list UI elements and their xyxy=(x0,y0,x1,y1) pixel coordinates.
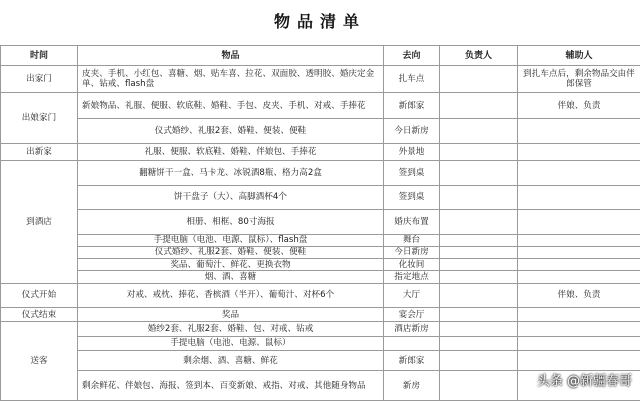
items-cell: 饼干盘子（大）、高脚酒杯4个 xyxy=(78,185,384,209)
owner-cell xyxy=(440,350,518,370)
owner-cell xyxy=(440,185,518,209)
owner-cell xyxy=(440,92,518,119)
destination-cell xyxy=(384,336,440,350)
owner-cell xyxy=(440,371,518,401)
helper-cell xyxy=(518,308,640,322)
helper-cell: 伴娘、负责 xyxy=(518,92,640,119)
items-cell: 仪式婚纱、礼服2套、婚鞋、便装、便鞋 xyxy=(78,246,384,258)
time-cell: 出娘家门 xyxy=(1,92,78,143)
table-row xyxy=(1,308,640,322)
destination-cell: 扎车点 xyxy=(384,66,440,93)
table-row xyxy=(1,92,640,119)
items-cell: 手提电脑（电池、电源、鼠标）、flash盘 xyxy=(78,234,384,246)
header-owner: 负责人 xyxy=(440,46,518,66)
helper-cell xyxy=(518,322,640,336)
table-row xyxy=(1,119,640,143)
time-cell: 到酒店 xyxy=(1,161,78,283)
table-row xyxy=(1,143,640,160)
helper-cell: 到扎车点后，剩余物品交由伴郎保管 xyxy=(518,66,640,93)
items-cell: 翻糖饼干一盒、马卡龙、冰锐酒8瓶、格力高2盒 xyxy=(78,161,384,185)
destination-cell: 舞台 xyxy=(384,234,440,246)
helper-cell xyxy=(518,336,640,350)
page-title: 物品清单 xyxy=(273,12,366,31)
owner-cell xyxy=(440,234,518,246)
items-cell: 手提电脑（电池、电源、鼠标） xyxy=(78,336,384,350)
helper-cell xyxy=(518,143,640,160)
destination-cell: 新郎家 xyxy=(384,350,440,370)
destination-cell: 婚庆布置 xyxy=(384,210,440,234)
items-cell: 婚纱2套、礼服2套、婚鞋、包、对戒、钻戒 xyxy=(78,322,384,336)
time-cell: 仪式结束 xyxy=(1,308,78,322)
destination-cell: 酒店新房 xyxy=(384,322,440,336)
destination-cell: 化妆间 xyxy=(384,259,440,271)
helper-cell xyxy=(518,210,640,234)
helper-cell xyxy=(518,234,640,246)
items-cell: 对戒、戒枕、捧花、香槟酒（半开）、葡萄汁、对杯6个 xyxy=(78,283,384,307)
owner-cell xyxy=(440,143,518,160)
items-cell: 仪式婚纱、礼服2套、婚鞋、便装、便鞋 xyxy=(78,119,384,143)
owner-cell xyxy=(440,66,518,93)
table-row xyxy=(1,234,640,246)
table-row xyxy=(1,350,640,370)
items-cell: 奖品、葡萄汁、鲜花、更换衣物 xyxy=(78,259,384,271)
helper-cell xyxy=(518,119,640,143)
time-cell: 送客 xyxy=(1,322,78,401)
table-row xyxy=(1,322,640,336)
items-cell: 相册、相框、80寸海报 xyxy=(78,210,384,234)
table-row xyxy=(1,246,640,258)
helper-cell xyxy=(518,350,640,370)
helper-cell xyxy=(518,246,640,258)
time-cell: 出家门 xyxy=(1,66,78,93)
table-row xyxy=(1,185,640,209)
destination-cell: 签到桌 xyxy=(384,161,440,185)
items-cell: 礼服、便服、软底鞋、婚鞋、伴娘包、手捧花 xyxy=(78,143,384,160)
watermark: 头条 @新疆春哥 xyxy=(536,374,632,389)
owner-cell xyxy=(440,283,518,307)
owner-cell xyxy=(440,259,518,271)
items-cell: 烟、酒、喜糖 xyxy=(78,271,384,283)
header-items: 物品 xyxy=(78,46,384,66)
items-cell: 皮夹、手机、小红包、喜糖、烟、贴车喜、拉花、双面胶、透明胶、婚庆定金单、钻戒、flash盘 xyxy=(78,66,384,93)
destination-cell: 新房 xyxy=(384,371,440,401)
table-header-row xyxy=(1,46,640,66)
table-row xyxy=(1,336,640,350)
owner-cell xyxy=(440,308,518,322)
owner-cell xyxy=(440,271,518,283)
helper-cell xyxy=(518,259,640,271)
table-row xyxy=(1,66,640,93)
helper-cell xyxy=(518,161,640,185)
header-helper: 辅助人 xyxy=(518,46,640,66)
owner-cell xyxy=(440,246,518,258)
destination-cell: 大厅 xyxy=(384,283,440,307)
items-cell: 新娘物品、礼服、便服、软底鞋、婚鞋、手包、皮夹、手机、对戒、手捧花 xyxy=(78,92,384,119)
destination-cell: 指定地点 xyxy=(384,271,440,283)
item-list-table xyxy=(0,45,640,401)
header-destination: 去向 xyxy=(384,46,440,66)
table-row xyxy=(1,259,640,271)
owner-cell xyxy=(440,322,518,336)
helper-cell xyxy=(518,185,640,209)
owner-cell xyxy=(440,161,518,185)
table-row xyxy=(1,271,640,283)
destination-cell: 今日新房 xyxy=(384,119,440,143)
destination-cell: 宴会厅 xyxy=(384,308,440,322)
time-cell: 出新家 xyxy=(1,143,78,160)
items-cell: 剩余烟、酒、喜糖、鲜花 xyxy=(78,350,384,370)
destination-cell: 签到桌 xyxy=(384,185,440,209)
destination-cell: 今日新房 xyxy=(384,246,440,258)
destination-cell: 外景地 xyxy=(384,143,440,160)
items-cell: 剩余鲜花、伴娘包、海报、签到本、百变新娘、戒指、对戒、其他随身物品 xyxy=(78,371,384,401)
items-cell: 奖品 xyxy=(78,308,384,322)
helper-cell: 伴娘、负责 xyxy=(518,283,640,307)
header-time: 时间 xyxy=(1,46,78,66)
owner-cell xyxy=(440,336,518,350)
time-cell: 仪式开始 xyxy=(1,283,78,307)
helper-cell xyxy=(518,271,640,283)
table-row xyxy=(1,283,640,307)
table-row xyxy=(1,210,640,234)
owner-cell xyxy=(440,119,518,143)
owner-cell xyxy=(440,210,518,234)
table-row xyxy=(1,161,640,185)
destination-cell: 新郎家 xyxy=(384,92,440,119)
